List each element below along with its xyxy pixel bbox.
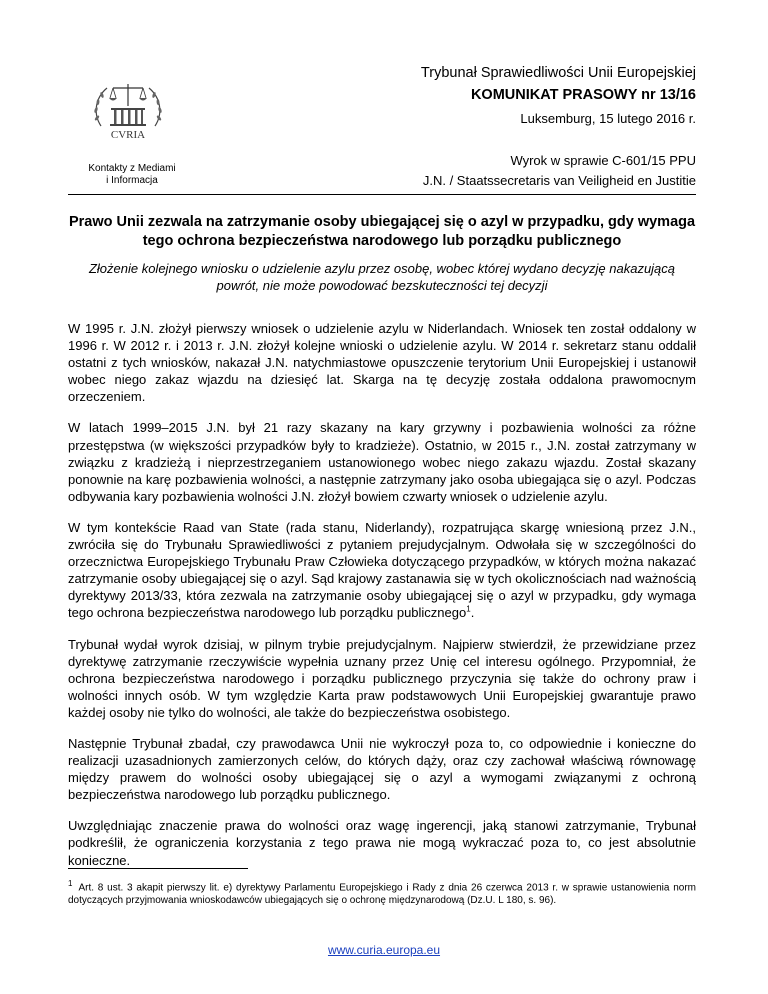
curia-emblem-icon [83,78,173,144]
paragraph: W tym kontekście Raad van State (rada stanu, Niderlandy), rozpatrująca skargę wniesioną przez J.N., zwróciła się do Trybunału Sprawiedliwości z pytaniem prejudycjalnym. Odwołała się w szczególności do orzecznictwa Europejskiego Trybunału Praw Człowieka dotyczącego przypadków, w których można nakazać zatrzymanie osoby ubiegającej się o azyl. Sąd krajowy zastanawia się w tych okolicznościach nad ważnością dyrektywy 2013/33, która zezwala na zatrzymanie osoby ubiegającej się o azyl w przypadku, gdy wymaga tego ochrona bezpieczeństwa narodowego lub porządku publicznego$^1$. [68,519,696,621]
curia-website-link[interactable]: www.curia.europa.eu [327,943,441,957]
header-divider [68,194,696,195]
press-release-title: KOMUNIKAT PRASOWY nr 13/16 [470,87,696,103]
footnote-text: Art. 8 ust. 3 akapit pierwszy lit. e) dyrektywy Parlamentu Europejskiego i Rady z dnia 26 czerwca 2013 r. w sprawie ustanowienia norm dotyczących przyjmowania wnioskodawców ubiegających się o ochronę międzynarodową (Dz.U. L 180, s. 96). [68,882,696,906]
curia-logo-text: CVRIA [110,129,146,141]
article-body [68,320,696,883]
case-number: Wyrok w sprawie C-601/15 PPU [510,153,696,168]
release-date: Luksemburg, 15 lutego 2016 r. [520,111,696,126]
media-contacts-label [62,163,202,187]
subheadline: Złożenie kolejnego wniosku o udzielenie azylu przez osobę, wobec której wydano decyzję nakazującą powrót, nie może powodować bezskuteczności tej decyzji [88,261,676,293]
paragraph: W latach 1999–2015 J.N. był 21 razy skazany na kary grzywny i pozbawienia wolności za różne przestępstwa (w większości przypadków były to kradzieże). Ostatnio, w 2015 r., J.N. został zatrzymany w związku z kradzieżą i nieprzestrzeganiem ustanowionego wobec niego zakazu wjazdu. Został skazany ponownie na karę pozbawienia wolności, a następnie zatrzymany jako osoba ubiegająca się o azyl. Podczas odbywania kary pozbawienia wolności J.N. złożył bowiem czwarty wniosek o udzielenie azylu. [68,420,696,504]
footnote [68,878,696,907]
headline: Prawo Unii zezwala na zatrzymanie osoby ubiegającej się o azyl w przypadku, gdy wymaga tego ochrona bezpieczeństwa narodowego lub porządku publicznego [68,214,696,249]
paragraph-text: W tym kontekście Raad van State (rada stanu, Niderlandy), rozpatrująca skargę wniesioną przez J.N., zwróciła się do Trybunału Sprawiedliwości z pytaniem prejudycjalnym. Odwołała się w szczególności do orzecznictwa Europejskiego Trybunału Praw Człowieka dotyczącego przypadków, w których można nakazać zatrzymanie osoby ubiegającej się o azyl. Sąd krajowy zastanawia się w tych okolicznościach nad ważnością dyrektywy 2013/33, która zezwala na zatrzymanie osoby ubiegającej się o azyl w przypadku, gdy wymaga tego ochrona bezpieczeństwa narodowego lub porządku publicznego [68,519,696,621]
footnote-number: 1 [68,879,73,888]
footnote-divider [68,868,248,869]
institution-name: Trybunał Sprawiedliwości Unii Europejskiej [420,65,696,81]
paragraph: Trybunał wydał wyrok dzisiaj, w pilnym trybie prejudycjalnym. Najpierw stwierdził, że przewidziane przez dyrektywę zatrzymanie rzeczywiście wypełnia uznany przez Unię cel interesu ogólnego. Przypomniał, że ochrona bezpieczeństwa narodowego i porządku publicznego przyczynia się także do ochrony praw i wolności innych osób. W tym względzie Karta praw podstawowych Unii Europejskiej gwarantuje prawo każdej osoby nie tylko do wolności, ale także do bezpieczeństwa osobistego. [68,636,696,720]
contacts-line-1: Kontakty z Mediami [88,163,176,174]
curia-logo [68,78,188,144]
paragraph: W 1995 r. J.N. złożył pierwszy wniosek o udzielenie azylu w Niderlandach. Wniosek ten został oddalony w 1996 r. W 2012 r. i 2013 r. J.N. złożył kolejne wnioski o udzielenie azylu. W 2014 r. sekretarz stanu oddalił ostatni z tych wniosków, nakazał J.N. natychmiastowe opuszczenie terytorium Unii Europejskiej i ustanowił wobec niego zakaz wjazdu na dziesięć lat. Skarga na tę decyzję została oddalona prawomocnym orzeczeniem. [68,321,696,405]
footnote-reference[interactable]: 1 [466,605,471,615]
contacts-line-2: i Informacja [106,175,158,186]
paragraph: Następnie Trybunał zbadał, czy prawodawca Unii nie wykroczył poza to, co odpowiednie i konieczne do realizacji uzasadnionych zamierzonych celów, do których dąży, oraz czy zachował właściwą równowagę między prawem do wolności osoby ubiegającej się o azyl a wymogami związanymi z ochroną bezpieczeństwa narodowego lub porządku publicznego. [68,735,696,803]
paragraph: Uwzględniając znaczenie prawa do wolności oraz wagę ingerencji, jaką stanowi zatrzymanie, Trybunał podkreślił, że ograniczenia korzystania z tego prawa nie mogą wykraczać poza to, co jest absolutnie konieczne. [68,818,696,868]
case-parties: J.N. / Staatssecretaris van Veiligheid en Justitie [422,173,696,188]
